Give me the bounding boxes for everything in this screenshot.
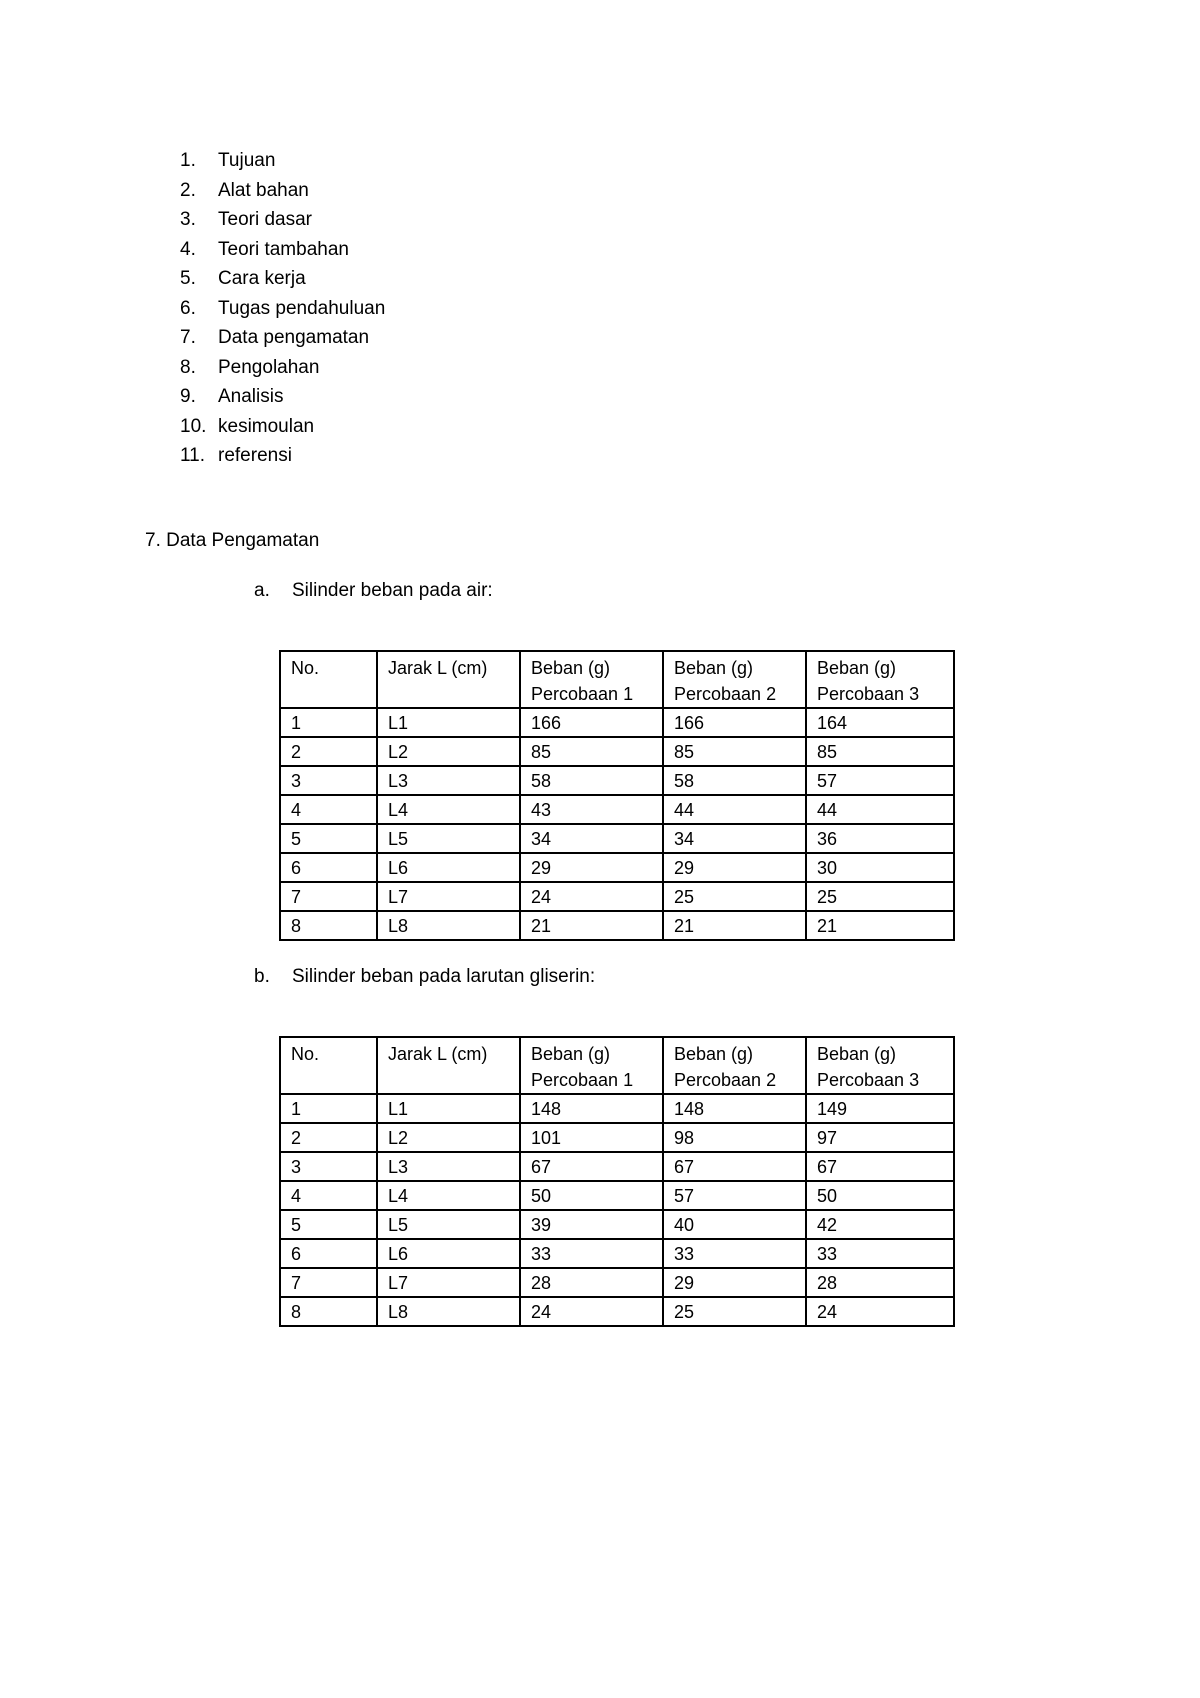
table-cell: 33 [663,1239,806,1268]
table-cell: 21 [806,911,954,940]
toc-item [180,353,385,383]
table-cell: L5 [377,824,520,853]
table-cell: L2 [377,1123,520,1152]
table-cell: 6 [280,853,377,882]
column-header-line1: Beban (g) [817,1044,897,1064]
table-cell: 67 [663,1152,806,1181]
toc-item-number: 2. [180,179,196,201]
column-header-line2: Percobaan 1 [531,684,634,704]
toc-item-number: 6. [180,297,196,319]
toc-item [180,441,385,471]
table-row [280,708,954,737]
column-header [377,1037,520,1094]
table-cell: 58 [663,766,806,795]
table-cell: 34 [663,824,806,853]
table-cell: 43 [520,795,663,824]
table-cell: 24 [806,1297,954,1326]
table-cell: 24 [520,882,663,911]
table-cell: 21 [663,911,806,940]
table-header-row [280,651,954,708]
toc-item-label: kesimoulan [218,415,315,437]
table-of-contents [180,146,385,471]
table-cell: 5 [280,1210,377,1239]
table-cell: 44 [663,795,806,824]
column-header-line1: Beban (g) [674,1044,754,1064]
table-cell: L3 [377,766,520,795]
table-cell: 149 [806,1094,954,1123]
table-row [280,853,954,882]
toc-item-label: Tujuan [218,150,276,171]
column-header-line1: Jarak L (cm) [388,1044,488,1064]
table-cell: 33 [520,1239,663,1268]
table-cell: 25 [663,1297,806,1326]
table-cell: 3 [280,766,377,795]
table-row [280,1152,954,1181]
column-header-line2: Percobaan 1 [531,1070,634,1090]
toc-item-label: Analisis [218,386,284,407]
table-row [280,1094,954,1123]
table-cell: 101 [520,1123,663,1152]
table-row [280,1268,954,1297]
table-cell: 34 [520,824,663,853]
toc-item [180,205,385,235]
table-row [280,1239,954,1268]
table-cell: 166 [520,708,663,737]
column-header [520,1037,663,1094]
table-cell: 1 [280,708,377,737]
table-row [280,911,954,940]
column-header-line1: Beban (g) [531,1044,611,1064]
table-row [280,766,954,795]
toc-item [180,264,385,294]
toc-item-number: 8. [180,356,196,378]
column-header-line1: Jarak L (cm) [388,658,488,678]
table-cell: 67 [806,1152,954,1181]
column-header-line1: Beban (g) [531,658,611,678]
table-cell: L2 [377,737,520,766]
table-cell: 5 [280,824,377,853]
table-cell: 57 [806,766,954,795]
column-header-line1: Beban (g) [674,658,754,678]
column-header-line1: No. [291,1044,320,1064]
table-cell: 85 [663,737,806,766]
table-cell: 40 [663,1210,806,1239]
table-cell: 8 [280,911,377,940]
column-header-line2: Percobaan 2 [674,1070,777,1090]
table-cell: 36 [806,824,954,853]
table-cell: 7 [280,1268,377,1297]
toc-item-number: 1. [180,150,196,171]
table-cell: L6 [377,1239,520,1268]
subsection-a-heading [254,580,493,602]
toc-item-label: Pengolahan [218,356,320,378]
table-cell: 164 [806,708,954,737]
column-header [280,1037,377,1094]
table-row [280,737,954,766]
table-cell: 29 [663,853,806,882]
toc-item-label: Data pengamatan [218,327,370,348]
table-cell: 85 [806,737,954,766]
table-cell: 2 [280,1123,377,1152]
subsection-a-title: Silinder beban pada air: [292,580,493,601]
table-cell: 50 [520,1181,663,1210]
table-cell: 67 [520,1152,663,1181]
table-row [280,1297,954,1326]
table-row [280,824,954,853]
subsection-a-letter: a. [254,580,270,601]
table-cell: 1 [280,1094,377,1123]
toc-item-number: 7. [180,327,196,348]
column-header [806,1037,954,1094]
toc-item-label: Teori tambahan [218,238,349,260]
table-row [280,795,954,824]
toc-item-label: Cara kerja [218,268,306,289]
toc-item-number: 5. [180,268,196,289]
table-cell: L8 [377,911,520,940]
column-header [663,651,806,708]
table-row [280,1210,954,1239]
table-cell: 8 [280,1297,377,1326]
table-cell: 28 [806,1268,954,1297]
table-cell: 98 [663,1123,806,1152]
table-cell: 166 [663,708,806,737]
table-cell: 97 [806,1123,954,1152]
column-header-line1: Beban (g) [817,658,897,678]
table-cell: 24 [520,1297,663,1326]
column-header [806,651,954,708]
table-row [280,882,954,911]
column-header-line2: Percobaan 2 [674,684,777,704]
section-heading: 7. Data Pengamatan [145,530,320,551]
table-cell: 85 [520,737,663,766]
toc-item-number: 9. [180,386,196,407]
table-cell: L4 [377,1181,520,1210]
table-cell: L6 [377,853,520,882]
table-cell: 4 [280,1181,377,1210]
toc-item-number: 4. [180,238,196,260]
table-cell: 25 [663,882,806,911]
table-cell: 7 [280,882,377,911]
column-header [520,651,663,708]
table-row [280,1123,954,1152]
table-header-row [280,1037,954,1094]
table-cell: 6 [280,1239,377,1268]
table-cell: 3 [280,1152,377,1181]
subsection-b-heading [254,966,595,988]
table-cell: 28 [520,1268,663,1297]
table-cell: 2 [280,737,377,766]
column-header-line2: Percobaan 3 [817,1070,920,1090]
toc-item [180,323,385,353]
toc-item-label: Tugas pendahuluan [218,297,386,319]
toc-item-label: referensi [218,445,292,466]
toc-item-number: 10. [180,415,207,437]
subsection-b-title: Silinder beban pada larutan gliserin: [292,966,596,987]
column-header [280,651,377,708]
table-cell: 33 [806,1239,954,1268]
subsection-b-letter: b. [254,966,270,987]
table-cell: L7 [377,882,520,911]
table-cell: 148 [520,1094,663,1123]
table-cell: 148 [663,1094,806,1123]
toc-item-label: Teori dasar [218,209,312,230]
table-cell: 39 [520,1210,663,1239]
column-header-line1: No. [291,658,320,678]
table-cell: 29 [520,853,663,882]
table-cell: 58 [520,766,663,795]
table-cell: 44 [806,795,954,824]
toc-item [180,235,385,265]
toc-item-number: 3. [180,209,196,230]
toc-item-label: Alat bahan [218,179,309,201]
table-cell: 25 [806,882,954,911]
table-cell: 42 [806,1210,954,1239]
table-cell: 29 [663,1268,806,1297]
table-cell: L8 [377,1297,520,1326]
toc-item [180,382,385,412]
glycerin-data-table [279,1036,955,1327]
table-cell: 30 [806,853,954,882]
toc-item-number: 11. [180,445,206,466]
table-cell: 21 [520,911,663,940]
water-data-table [279,650,955,941]
table-cell: 50 [806,1181,954,1210]
table-cell: 57 [663,1181,806,1210]
table-cell: L1 [377,708,520,737]
toc-item [180,176,385,206]
table-cell: L5 [377,1210,520,1239]
table-cell: L1 [377,1094,520,1123]
table-cell: L4 [377,795,520,824]
toc-item [180,294,385,324]
toc-item [180,412,385,442]
table-cell: 4 [280,795,377,824]
column-header-line2: Percobaan 3 [817,684,920,704]
column-header [663,1037,806,1094]
table-cell: L3 [377,1152,520,1181]
toc-item [180,146,385,176]
table-cell: L7 [377,1268,520,1297]
table-row [280,1181,954,1210]
column-header [377,651,520,708]
